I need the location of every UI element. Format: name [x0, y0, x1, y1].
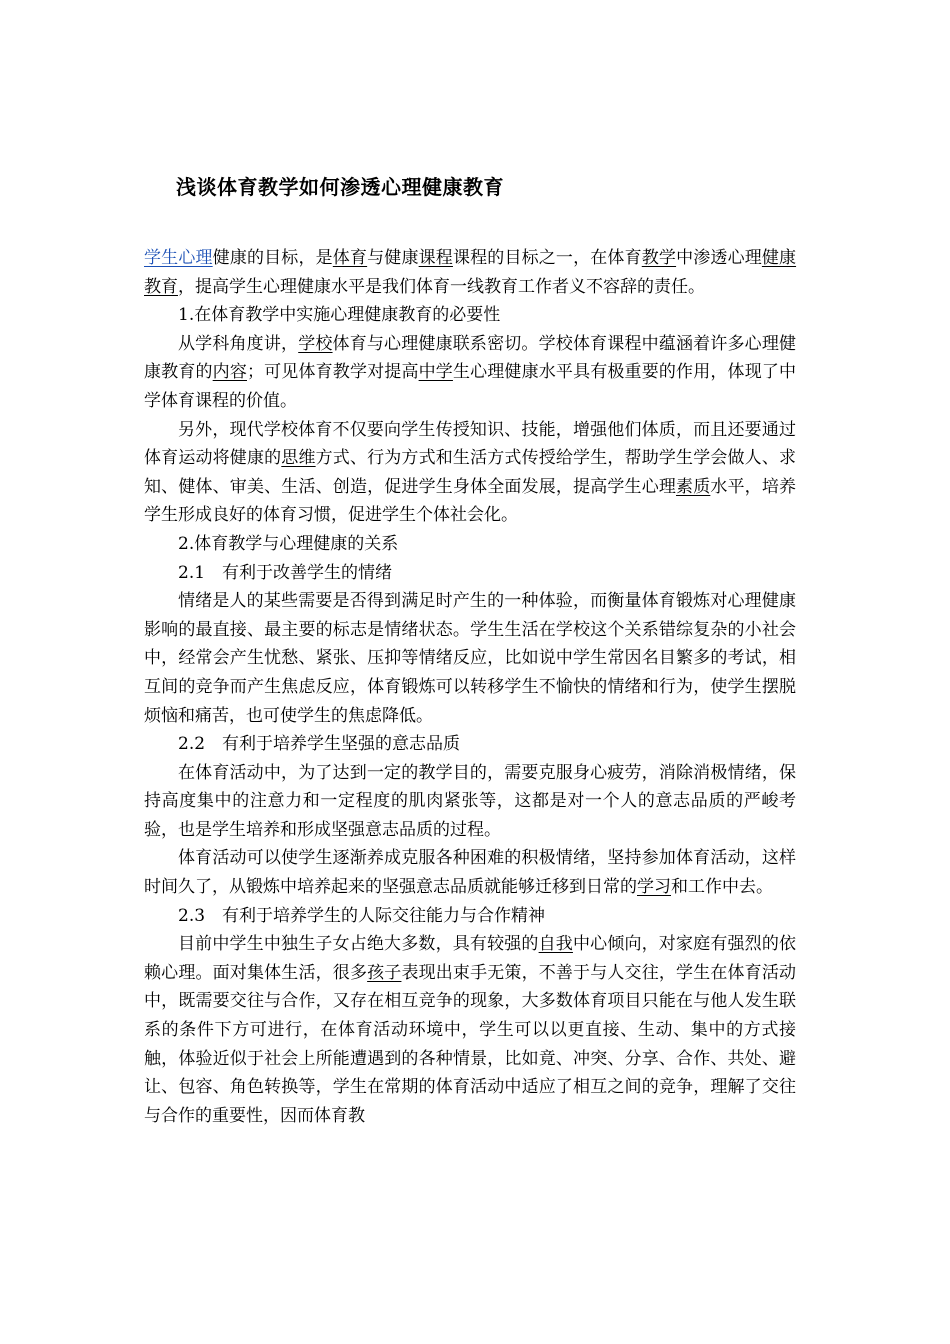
link-xuexiao[interactable]: 学校 [298, 333, 333, 354]
document-body [144, 244, 796, 1130]
paragraph-2: 从学科角度讲，学校体育与心理健康联系密切。学校体育课程中蕴涵着许多心理健康教育的内容；可见体育教学对提高中学生心理健康水平具有极重要的作用，体现了中学体育课程的价值。 [144, 333, 797, 411]
subsection-heading-2-3: 2.3 有利于培养学生的人际交往能力与合作精神 [178, 905, 546, 926]
link-siwei[interactable]: 思维 [281, 448, 316, 469]
link-neirong[interactable]: 内容 [212, 362, 247, 383]
subsection-heading-2-1: 2.1 有利于改善学生的情绪 [178, 562, 393, 583]
paragraph-3: 另外，现代学校体育不仅要向学生传授知识、技能，增强他们体质，而且还要通过体育运动将健康的思维方式、行为方式和生活方式传授给学生，帮助学生学会做人、求知、健体、审美、生活、创造，促进学生身体全面发展，提高学生心理素质水平，培养学生形成良好的体育习惯，促进学生个体社会化。 [144, 419, 797, 526]
link-tiyu[interactable]: 体育 [332, 248, 368, 268]
section-heading-1: 1.在体育教学中实施心理健康教育的必要性 [178, 305, 501, 326]
paragraph-intro: 学生心理健康的目标，是体育与健康课程课程的目标之一，在体育教学中渗透心理健康教育，提高学生心理健康水平是我们体育一线教育工作者义不容辞的责任。 [144, 248, 797, 297]
link-xuexi[interactable]: 学习 [637, 877, 671, 898]
link-ziwo[interactable]: 自我 [538, 934, 573, 955]
paragraph-4: 情绪是人的某些需要是否得到满足时产生的一种体验，而衡量体育锻炼对心理健康影响的最直接、最主要的标志是情绪状态。学生生活在学校这个关系错综复杂的小社会中，经常会产生忧愁、紧张、压抑等情绪反应，比如说中学生常因名目繁多的考试，相互间的竞争而产生焦虑反应，体育锻炼可以转移学生不愉快的情绪和行为，使学生摆脱烦恼和痛苦，也可使学生的焦虑降低。 [144, 591, 796, 726]
link-suzhi[interactable]: 素质 [676, 476, 711, 497]
link-haizi[interactable]: 孩子 [367, 962, 402, 983]
paragraph-6: 体育活动可以使学生逐渐养成克服各种困难的积极情绪，坚持参加体育活动，这样时间久了，从锻炼中培养起来的坚强意志品质就能够迁移到日常的学习和工作中去。 [144, 848, 796, 898]
paragraph-5: 在体育活动中，为了达到一定的教学目的，需要克服身心疲劳，消除消极情绪，保持高度集中的注意力和一定程度的肌肉紧张等，这都是对一个人的意志品质的严峻考验，也是学生培养和形成坚强意志品质的过程。 [144, 762, 796, 840]
paragraph-7: 目前中学生中独生子女占绝大多数，具有较强的自我中心倾向，对家庭有强烈的依赖心理。面对集体生活，很多孩子表现出束手无策，不善于与人交往，学生在体育活动中，既需要交往与合作，又存在相互竞争的现象，大多数体育项目只能在与他人发生联系的条件下方可进行，在体育活动环境中，学生可以以更直接、生动、集中的方式接触，体验近似于社会上所能遭遇到的各种情景，比如竟、冲突、分享、合作、共处、避让、包容、角色转换等，学生在常期的体育活动中适应了相互之间的竞争，理解了交往与合作的重要性，因而体育教 [144, 934, 797, 1126]
subsection-heading-2-2: 2.2 有利于培养学生坚强的意志品质 [178, 734, 461, 755]
page-title: 浅谈体育教学如何渗透心理健康教育 [176, 175, 504, 199]
link-kecheng[interactable]: 课程 [418, 248, 453, 268]
link-zhongxue[interactable]: 中学 [418, 362, 453, 383]
link-jiaoxue[interactable]: 教学 [641, 248, 677, 268]
link-xuesheng-xinli[interactable]: 学生心理 [144, 248, 213, 268]
link-jiankang-jiaoyu[interactable]: 健康教育 [144, 248, 797, 297]
section-heading-2: 2.体育教学与心理健康的关系 [178, 533, 399, 554]
